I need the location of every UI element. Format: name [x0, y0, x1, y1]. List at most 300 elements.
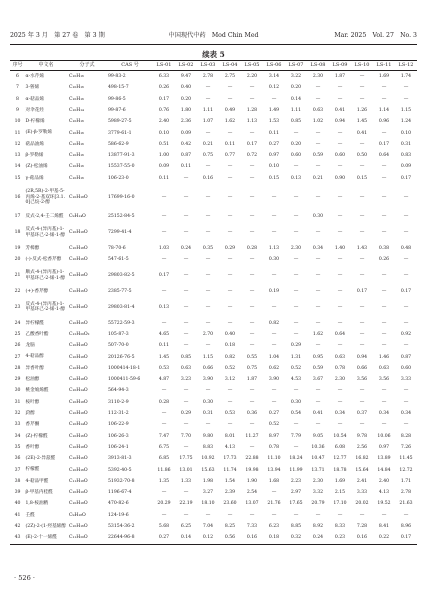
content-value-cell: 0.40 — [224, 332, 236, 337]
content-value-cell: 10.06 — [377, 433, 391, 439]
content-value-cell: — — [359, 257, 365, 263]
content-value-cell: — — [359, 85, 365, 91]
table-row — [10, 318, 417, 329]
row-number-cell: 21 — [14, 273, 21, 278]
row-number-cell: 26 — [14, 343, 21, 349]
content-value-cell: 1.49 — [268, 107, 280, 113]
cas-number-cell: 124-19-6 — [108, 512, 129, 518]
cas-number-cell: 547-61-5 — [108, 257, 129, 263]
table-row — [10, 254, 417, 265]
content-value-cell: — — [337, 96, 343, 102]
content-value-cell: 0.60 — [334, 153, 346, 159]
compound-name-cell: D-柠檬烯 — [25, 119, 45, 125]
content-value-cell: — — [161, 214, 167, 220]
content-value-cell: — — [205, 273, 211, 278]
row-number-cell: 37 — [14, 467, 21, 473]
content-value-cell: 0.92 — [400, 332, 412, 337]
compound-name-cell: 香叶醇 — [25, 444, 40, 450]
content-value-cell: 0.12 — [197, 532, 219, 544]
row-number-cell: 32 — [14, 411, 21, 417]
content-value-cell: — — [271, 273, 277, 278]
content-value-cell: 7.70 — [180, 433, 192, 439]
content-value-cell: 0.54 — [290, 411, 302, 417]
content-value-cell: 6.75 — [158, 444, 170, 450]
row-number-cell: 42 — [14, 524, 21, 530]
content-value-cell: 1.15 — [400, 107, 412, 113]
content-value-cell: 0.11 — [158, 343, 170, 349]
content-value-cell: 0.85 — [290, 119, 302, 125]
formula-cell: C₁₀H₁₈O — [69, 444, 88, 450]
table-row — [10, 94, 417, 105]
content-value-cell: 3.12 — [224, 377, 236, 383]
content-value-cell: — — [205, 388, 211, 394]
content-value-cell: — — [249, 399, 255, 405]
content-value-cell: 0.11 — [180, 164, 192, 170]
table-row — [10, 243, 417, 254]
content-value-cell: — — [359, 512, 365, 518]
content-value-cell: 0.26 — [158, 85, 170, 91]
table-row — [10, 453, 417, 464]
content-value-cell: 2.40 — [378, 478, 390, 484]
row-number-cell: 39 — [14, 490, 21, 496]
content-value-cell: 0.55 — [246, 354, 258, 360]
content-value-cell: 0.14 — [175, 532, 197, 544]
content-value-cell: 0.42 — [180, 141, 192, 147]
cas-number-cell: 15537-55-0 — [108, 164, 135, 170]
content-value-cell: — — [205, 422, 211, 428]
table-row — [10, 465, 417, 476]
content-value-cell: — — [359, 422, 365, 428]
content-value-cell: 6.23 — [268, 524, 280, 530]
content-value-cell: — — [315, 422, 321, 428]
content-value-cell: — — [249, 257, 255, 263]
content-value-cell: 19.98 — [245, 467, 259, 473]
content-value-cell: 0.28 — [158, 399, 170, 405]
content-value-cell: — — [381, 320, 387, 326]
content-value-cell: 2.78 — [202, 74, 214, 80]
content-value-cell: 0.35 — [202, 245, 214, 251]
compound-name-cell: 香芹酮 — [25, 422, 40, 428]
row-number-cell: 35 — [14, 444, 21, 450]
content-value-cell: 11.10 — [267, 456, 281, 462]
formula-cell: C₁₀H₁₆ — [69, 96, 84, 102]
content-value-cell: — — [337, 512, 343, 518]
content-value-cell: 0.17 — [400, 288, 412, 294]
content-value-cell: 0.09 — [400, 164, 412, 170]
content-value-cell: — — [227, 175, 233, 181]
content-value-cell: — — [403, 388, 409, 394]
compound-name-cell: (2E)-2-异蒎醛 — [25, 456, 56, 462]
column-header: LS-12 — [395, 61, 417, 71]
content-value-cell: 2.15 — [334, 490, 346, 496]
content-value-cell: — — [227, 388, 233, 394]
content-value-cell: — — [227, 194, 233, 200]
content-value-cell: 3.90 — [268, 377, 280, 383]
content-value-cell: 7.33 — [246, 524, 258, 530]
content-value-cell: 3.22 — [290, 74, 302, 80]
content-value-cell: 0.53 — [224, 411, 236, 417]
content-value-cell: — — [337, 164, 343, 170]
content-value-cell: 1.53 — [268, 119, 280, 125]
content-value-cell: — — [381, 512, 387, 518]
content-value-cell: 1.28 — [246, 107, 258, 113]
content-value-cell: 0.11 — [158, 175, 170, 181]
compound-name-cell: (2Z)-2-(1-羟基烯醇 — [25, 523, 66, 529]
column-header: LS-09 — [329, 61, 351, 71]
content-value-cell: 0.52 — [224, 365, 236, 371]
content-value-cell: — — [381, 175, 387, 181]
cas-number-cell: 25152-84-5 — [108, 214, 135, 220]
content-value-cell: — — [183, 444, 189, 450]
content-value-cell: 7.04 — [202, 524, 214, 530]
table-row — [10, 71, 417, 83]
content-value-cell: 13.01 — [179, 467, 193, 473]
content-value-cell: — — [227, 164, 233, 170]
formula-cell: C₁₀H₁₆O — [69, 433, 88, 439]
content-value-cell: 9.47 — [180, 74, 192, 80]
content-value-cell: — — [381, 229, 387, 235]
cas-number-cell: 78-70-6 — [108, 245, 126, 251]
content-value-cell: 0.60 — [290, 153, 302, 159]
content-value-cell: 0.17 — [395, 532, 417, 544]
content-value-cell: 0.24 — [307, 532, 329, 544]
row-number-cell: 14 — [14, 164, 21, 170]
compound-name-cell: 4-萜品醇 — [25, 354, 44, 360]
cas-number-cell: 29803-82-5 — [108, 273, 135, 278]
content-value-cell: 0.15 — [268, 175, 280, 181]
cas-number-cell: 55722-59-3 — [108, 320, 135, 326]
formula-cell: C₁₀H₁₈O — [69, 229, 88, 235]
content-value-cell: 8.28 — [400, 433, 412, 439]
formula-cell: C₁₀H₁₆ — [69, 153, 84, 159]
row-number-cell: 41 — [14, 512, 21, 518]
cas-number-cell: 51932-70-8 — [108, 478, 135, 484]
content-value-cell: 3.67 — [312, 377, 324, 383]
content-value-cell: 18.24 — [289, 456, 303, 462]
journal-issue: 2025 年 3 月 第 27 卷 第 3 期 — [10, 32, 105, 39]
formula-cell: C₁₀H₁₆O — [69, 320, 88, 326]
formula-cell: C₁₀H₁₄ — [69, 107, 84, 113]
column-header: 中文名 — [25, 61, 67, 71]
content-value-cell: 0.28 — [246, 245, 258, 251]
content-value-cell: — — [381, 388, 387, 394]
content-value-cell: 19.52 — [377, 501, 391, 507]
column-header: 分子式 — [67, 61, 107, 71]
content-value-cell: 2.39 — [224, 490, 236, 496]
content-value-cell: — — [271, 388, 277, 394]
content-value-cell: — — [227, 304, 233, 310]
cas-number-cell: 3913-81-3 — [108, 456, 132, 462]
content-value-cell: — — [205, 257, 211, 263]
formula-cell: C₁₀H₁₈O — [69, 273, 88, 278]
content-value-cell: — — [359, 332, 365, 337]
content-value-cell: 20.29 — [157, 501, 171, 507]
formula-cell: C₁₀H₁₆O — [69, 467, 88, 473]
content-value-cell: 1.43 — [356, 245, 368, 251]
content-value-cell: 0.95 — [312, 354, 324, 360]
content-value-cell: 0.17 — [246, 141, 258, 147]
content-value-cell: 0.37 — [356, 411, 368, 417]
content-value-cell: 0.75 — [202, 153, 214, 159]
content-value-cell: 0.40 — [180, 85, 192, 91]
content-value-cell: — — [403, 343, 409, 349]
content-value-cell: — — [315, 229, 321, 235]
content-value-cell: 0.49 — [224, 107, 236, 113]
content-value-cell: 0.31 — [400, 141, 412, 147]
row-number-cell: 25 — [14, 332, 21, 337]
content-value-cell: 0.97 — [268, 153, 280, 159]
content-value-cell: 18.10 — [201, 501, 215, 507]
content-value-cell: — — [337, 141, 343, 147]
content-value-cell: — — [315, 141, 321, 147]
content-value-cell: 0.31 — [202, 411, 214, 417]
content-value-cell: — — [249, 96, 255, 102]
content-value-cell: 4.13 — [378, 490, 390, 496]
content-value-cell: 1.69 — [334, 478, 346, 484]
row-number-cell: 28 — [14, 365, 21, 371]
content-value-cell: 0.63 — [334, 354, 346, 360]
content-value-cell: 0.32 — [285, 532, 307, 544]
content-value-cell: — — [293, 288, 299, 294]
content-value-cell: 0.78 — [268, 444, 280, 450]
content-value-cell: — — [205, 304, 211, 310]
content-value-cell: 1.98 — [202, 478, 214, 484]
content-value-cell: — — [183, 512, 189, 518]
table-row — [10, 116, 417, 127]
content-value-cell: 8.41 — [378, 524, 390, 530]
content-value-cell: 17.65 — [289, 501, 303, 507]
content-value-cell: — — [227, 257, 233, 263]
cas-number-cell: 106-23-0 — [108, 175, 129, 181]
content-value-cell: — — [293, 164, 299, 170]
content-value-cell: 0.09 — [158, 164, 170, 170]
formula-cell: C₁₀H₁₈O — [69, 399, 88, 405]
content-value-cell: — — [205, 229, 211, 235]
content-value-cell: 0.53 — [158, 365, 170, 371]
row-number-cell: 18 — [14, 229, 21, 235]
content-value-cell: 3.90 — [202, 377, 214, 383]
content-value-cell: 0.10 — [268, 164, 280, 170]
formula-cell: C₁₂H₂₀O₂ — [69, 332, 90, 337]
content-value-cell: 2.75 — [224, 74, 236, 80]
table-row — [10, 161, 417, 172]
row-number-cell: 36 — [14, 456, 21, 462]
content-value-cell: 16.82 — [355, 456, 369, 462]
content-value-cell: — — [293, 512, 299, 518]
content-value-cell: 1.40 — [334, 245, 346, 251]
row-number-cell: 34 — [14, 433, 21, 439]
formula-cell: C₁₀H₁₆O — [69, 257, 88, 263]
content-value-cell: — — [249, 512, 255, 518]
content-value-cell: 0.48 — [400, 245, 412, 251]
content-value-cell: — — [249, 273, 255, 278]
content-value-cell: 0.34 — [312, 245, 324, 251]
content-value-cell: 0.83 — [400, 153, 412, 159]
content-value-cell: — — [315, 399, 321, 405]
content-value-cell: — — [249, 194, 255, 200]
content-value-cell: — — [315, 85, 321, 91]
content-value-cell: 0.12 — [268, 85, 280, 91]
compound-name-cell: 柠檬醛 — [25, 467, 40, 473]
content-value-cell: — — [337, 273, 343, 278]
content-value-cell: — — [293, 257, 299, 263]
content-value-cell: — — [337, 399, 343, 405]
content-value-cell: — — [183, 214, 189, 220]
content-value-cell: — — [315, 164, 321, 170]
content-value-cell: — — [359, 74, 365, 80]
content-value-cell: — — [227, 512, 233, 518]
compound-name-cell: (E)-2-十一烯醛 — [25, 532, 67, 544]
content-value-cell: 3.33 — [356, 490, 368, 496]
content-value-cell: — — [205, 130, 211, 136]
cas-number-cell: 99-83-2 — [108, 74, 126, 80]
content-value-cell: 12.77 — [333, 456, 347, 462]
content-value-cell: — — [403, 320, 409, 326]
row-number-cell: 29 — [14, 377, 21, 383]
content-value-cell: 0.13 — [158, 304, 170, 310]
content-value-cell: 1.90 — [246, 478, 258, 484]
content-value-cell: — — [359, 388, 365, 394]
content-value-cell: — — [381, 194, 387, 200]
formula-cell: C₁₁H₁₈O — [69, 478, 88, 484]
content-value-cell: 10.92 — [201, 456, 215, 462]
content-value-cell: — — [403, 85, 409, 91]
row-number-cell: 30 — [14, 388, 21, 394]
cas-number-cell: 586-62-9 — [108, 141, 129, 147]
content-value-cell: 0.59 — [312, 365, 324, 371]
formula-cell: C₁₀H₁₈O — [69, 354, 88, 360]
content-value-cell: — — [271, 304, 277, 310]
table-row — [10, 286, 417, 297]
content-value-cell: 0.34 — [378, 411, 390, 417]
formula-cell: C₁₀H₁₈O — [69, 245, 88, 251]
content-value-cell: — — [381, 399, 387, 405]
compound-name-cell: (+)-香芹醇 — [25, 288, 49, 294]
content-value-cell: — — [359, 320, 365, 326]
content-value-cell: 0.50 — [356, 153, 368, 159]
content-value-cell: 0.10 — [158, 130, 170, 136]
content-value-cell: 7.47 — [158, 433, 170, 439]
content-value-cell: 0.66 — [202, 365, 214, 371]
row-number-cell: 19 — [14, 245, 21, 251]
table-row — [10, 532, 417, 544]
content-value-cell: 0.27 — [268, 411, 280, 417]
content-value-cell: 2.30 — [312, 74, 324, 80]
content-value-cell: — — [161, 388, 167, 394]
column-header: LS-02 — [175, 61, 197, 71]
content-value-cell: — — [249, 229, 255, 235]
content-value-cell: — — [205, 96, 211, 102]
row-number-cell: 12 — [14, 141, 21, 147]
row-number-cell: 43 — [10, 532, 25, 544]
content-value-cell: 0.72 — [246, 153, 258, 159]
content-value-cell: 0.34 — [334, 411, 346, 417]
content-value-cell: — — [161, 411, 167, 417]
content-value-cell: 15.64 — [355, 467, 369, 473]
content-value-cell: 0.41 — [312, 411, 324, 417]
content-value-cell: 0.29 — [290, 343, 302, 349]
content-value-cell: — — [271, 214, 277, 220]
content-value-cell: 8.92 — [312, 524, 324, 530]
content-value-cell: — — [293, 320, 299, 326]
content-value-cell: 3.27 — [202, 490, 214, 496]
content-value-cell: 2.30 — [312, 478, 324, 484]
content-value-cell: — — [403, 194, 409, 200]
content-value-cell: 11.86 — [157, 467, 171, 473]
content-value-cell: 0.63 — [378, 365, 390, 371]
content-value-cell: 0.85 — [180, 354, 192, 360]
content-value-cell: 4.13 — [224, 444, 236, 450]
row-number-cell: 27 — [14, 354, 21, 360]
compound-name-cell: γ-萜品烯 — [25, 175, 44, 181]
formula-cell: C₁₀H₁₈O — [69, 343, 88, 349]
content-value-cell: 0.94 — [356, 354, 368, 360]
content-value-cell: 0.11 — [268, 130, 280, 136]
content-value-cell: — — [183, 332, 189, 337]
content-value-cell: — — [381, 343, 387, 349]
content-value-cell: — — [359, 96, 365, 102]
formula-cell: C₁₀H₁₈O — [69, 304, 88, 310]
content-value-cell: 0.82 — [268, 320, 280, 326]
content-value-cell: 6.08 — [334, 444, 346, 450]
column-header: LS-01 — [153, 61, 175, 71]
content-value-cell: 0.29 — [224, 245, 236, 251]
formula-cell: C₁₀H₁₆ — [69, 141, 84, 147]
content-value-cell: 7.26 — [400, 444, 412, 450]
content-value-cell: 11.74 — [223, 467, 237, 473]
content-value-cell: — — [161, 422, 167, 428]
content-value-cell: 0.78 — [334, 365, 346, 371]
content-value-cell: 0.14 — [290, 96, 302, 102]
content-value-cell: — — [227, 130, 233, 136]
content-value-cell: — — [205, 288, 211, 294]
content-value-cell: — — [359, 229, 365, 235]
content-value-cell: 3.23 — [180, 377, 192, 383]
content-value-cell: 8.97 — [268, 433, 280, 439]
running-head — [10, 30, 417, 42]
formula-cell: C₁₁H₂₀O — [67, 532, 107, 544]
content-value-cell: 0.30 — [290, 399, 302, 405]
content-value-cell: — — [249, 332, 255, 337]
compound-name-cell: 葑醇 — [25, 410, 35, 416]
content-value-cell: 0.16 — [241, 532, 263, 544]
content-value-cell: 0.11 — [224, 141, 236, 147]
compound-table — [10, 60, 417, 545]
content-value-cell: 0.27 — [153, 532, 175, 544]
content-value-cell: — — [293, 388, 299, 394]
content-value-cell: 0.27 — [268, 141, 280, 147]
compound-name-cell: β-甲基内桂醛 — [25, 490, 53, 496]
content-value-cell: — — [205, 85, 211, 91]
content-value-cell: 0.30 — [312, 214, 324, 220]
content-value-cell: 7.79 — [290, 433, 302, 439]
content-value-cell: 0.64 — [378, 153, 390, 159]
row-number-cell: 40 — [14, 501, 21, 507]
content-value-cell: 0.75 — [246, 365, 258, 371]
content-value-cell: — — [227, 422, 233, 428]
content-value-cell: 20.02 — [355, 501, 369, 507]
table-row — [10, 150, 417, 161]
content-value-cell: — — [381, 422, 387, 428]
content-value-cell: — — [315, 96, 321, 102]
content-value-cell: 0.41 — [356, 130, 368, 136]
content-value-cell: — — [183, 304, 189, 310]
cas-number-cell: 20126-76-5 — [108, 354, 135, 360]
content-value-cell: 11.99 — [289, 467, 303, 473]
cas-number-cell: 112-31-2 — [108, 411, 129, 417]
compound-name-cell: 萜品油烯 — [25, 141, 44, 147]
content-value-cell: — — [381, 130, 387, 136]
